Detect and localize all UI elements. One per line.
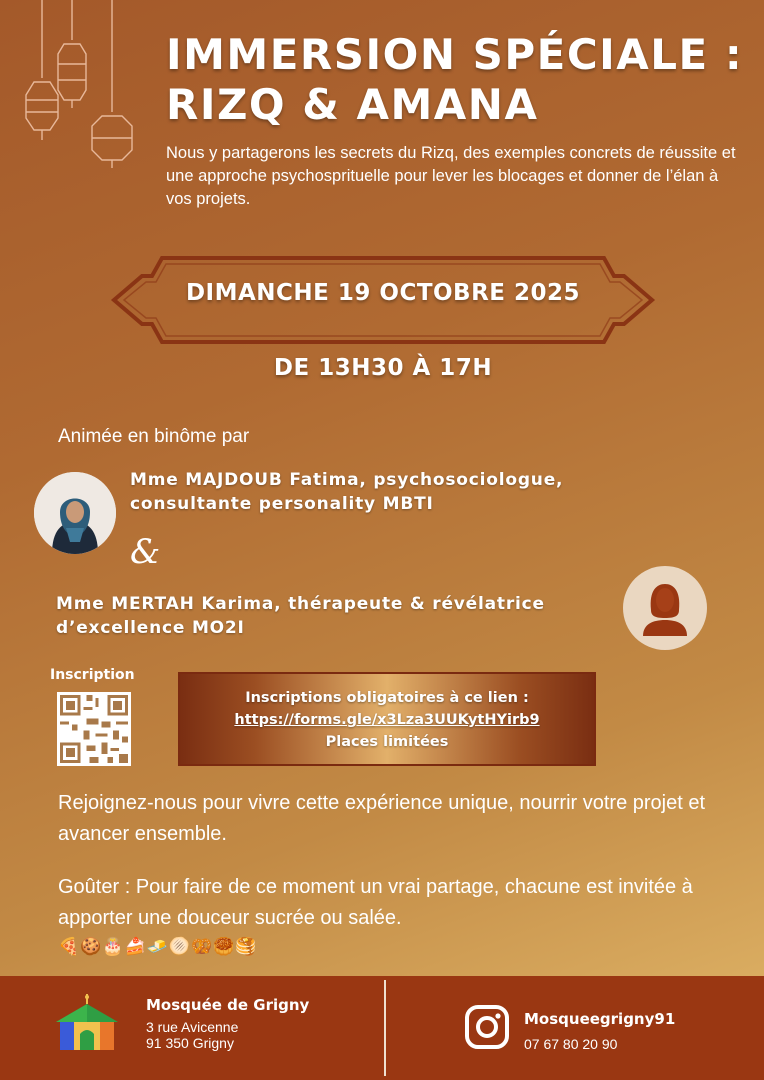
speaker-1-line-2: consultante personality MBTI [130, 494, 434, 514]
title-line-1: IMMERSION SPÉCIALE : [166, 30, 744, 79]
invitation-text: Rejoignez-nous pour vivre cette expérience unique, nourrir votre projet et avancer ensemble. [58, 792, 706, 845]
ampersand: & [130, 532, 161, 572]
registration-label: Inscription [50, 667, 135, 683]
speaker-2-avatar-icon [623, 566, 707, 650]
registration-box [178, 672, 596, 766]
speaker-1 [130, 468, 650, 516]
title-line-2: RIZQ & AMANA [166, 80, 539, 129]
lanterns-decoration [20, 0, 150, 170]
event-time: DE 13H30 À 17H [273, 355, 493, 381]
intro-text: Nous y partagerons les secrets du Rizq, des exemples concrets de réussite et une approche psychosprituelle pour lever les blocages et donner de l’élan à vos projets. [166, 144, 736, 208]
instagram-icon[interactable] [464, 1004, 510, 1050]
mosque-name: Mosquée de Grigny [146, 996, 310, 1014]
phone-number[interactable]: 07 67 80 20 90 [524, 1036, 618, 1052]
speaker-2-line-2: d’excellence MO2I [56, 618, 245, 638]
mosque-address [146, 1019, 238, 1051]
snack-text: Goûter : Pour faire de ce moment un vrai partage, chacune est invitée à apporter une douceur sucrée ou salée. [58, 876, 693, 929]
mosque-icon [52, 994, 122, 1054]
address-line-2: 91 350 Grigny [146, 1035, 234, 1051]
speaker-2 [56, 592, 626, 640]
registration-line-3: Places limitées [325, 734, 449, 750]
food-emojis: 🍕🍪🎂🍰🧈🫓🥨🥮🥞 [58, 937, 258, 957]
footer-divider [384, 980, 386, 1076]
speaker-1-photo [34, 472, 116, 554]
instagram-handle[interactable]: Mosqueegrigny91 [524, 1010, 676, 1028]
speaker-1-line-1: Mme MAJDOUB Fatima, psychosociologue, [130, 470, 564, 490]
registration-link[interactable]: https://forms.gle/x3Lza3UUKytHYirb9 [234, 712, 540, 728]
event-title [166, 30, 746, 130]
speaker-2-line-1: Mme MERTAH Karima, thérapeute & révélatrice [56, 594, 545, 614]
address-line-1: 3 rue Avicenne [146, 1019, 239, 1035]
qr-code-icon[interactable] [57, 692, 131, 766]
speakers-intro: Animée en binôme par [58, 426, 250, 447]
event-date: DIMANCHE 19 OCTOBRE 2025 [185, 280, 581, 306]
registration-line-1: Inscriptions obligatoires à ce lien : [245, 690, 529, 706]
